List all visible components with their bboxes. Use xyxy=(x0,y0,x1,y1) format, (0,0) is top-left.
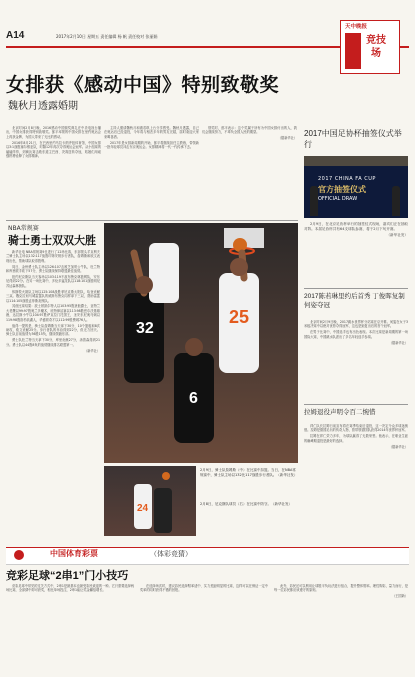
paragraph: 其他比赛结果：波士顿凯尔特人以103∶95胜犹他爵士，亚特兰大老鹰以99∶97胜奥兰多魔术，底特律活塞以113∶98胜密尔沃基雄鹿，达拉斯小牛以104∶97胜萨克拉门托国王，圣安东尼奥马刺以119∶98胜洛杉矶湖人，华盛顿奇才以112∶99胜费城76人。 xyxy=(6,304,100,322)
promo-photo xyxy=(304,156,408,218)
lottery-banner-title: 中国体育彩票 xyxy=(50,549,98,558)
lottery-body-col3 xyxy=(274,584,408,670)
paragraph: 在男子比赛中，中国选手也有出色表现。本次比赛是新周期的第一场国际大赛，中国跳水队派出了多名年轻选手参赛。 xyxy=(304,330,408,339)
newspaper-name: 天中晚报 xyxy=(345,24,368,30)
divider xyxy=(304,404,408,405)
jersey-number: 6 xyxy=(189,390,198,407)
lead-subtitle: 魏秋月透露婚期 xyxy=(8,101,78,112)
byline: （据新华社） xyxy=(388,444,408,449)
paragraph: 同日，金州勇士队主场以126∶107击败芝加哥公牛队，杜兰特和库里联手砍下57分，勇士队继续保持联盟最佳战绩。 xyxy=(6,264,100,274)
player-head xyxy=(230,258,248,276)
basketball xyxy=(162,472,170,480)
paragraph: 纽约尼克斯队当天客场以103∶119不敌布鲁克林篮网队，安东尼得到22分。在另一场比赛中，多伦多猛龙队以118∶101战胜明尼苏达森林狼队。 xyxy=(6,275,100,288)
paragraph: 北京时间2月8日晚，2016感动中国颁奖典礼在中央电视台播出，中国女排获得特别致敬奖。郎平率领的中国女排在里约奥运会上再获金牌，为国人带来了无比的感动。 xyxy=(6,126,101,139)
jersey-number: 32 xyxy=(136,320,154,337)
lottery-body-col2 xyxy=(140,584,268,670)
lottery-banner-sub: （体彩竞猜） xyxy=(150,550,192,558)
note-title: 拉姆退役声明令百二惋惜 xyxy=(304,409,376,416)
paragraph: 领奖时，郎平表示：这个奖属于所有为中国女排付出的人，我们会继续努力，不辜负全国人民的期望。 xyxy=(202,126,297,135)
basketball-scene-svg xyxy=(104,223,298,463)
nba-title: 骑士勇士双双大胜 xyxy=(8,235,96,247)
player-black-jersey xyxy=(154,488,172,533)
byline: （据新华社） xyxy=(277,136,297,141)
nba-body xyxy=(6,250,100,540)
banner-line: OFFICIAL DRAW xyxy=(318,196,358,202)
player-head xyxy=(185,338,203,356)
basketball xyxy=(233,238,247,252)
jersey-number: 25 xyxy=(229,307,250,327)
byline: （新华社发） xyxy=(386,233,408,238)
paragraph: 新华社电 NBA常规赛9日进行了12场比赛，东部领头羊克利夫兰骑士队主场以132∶117战胜印第安纳步行者队，詹姆斯和欧文表现出色，帮助球队取得胜利。 xyxy=(6,250,100,263)
player-black-jersey xyxy=(124,293,164,383)
byline: （新华社） xyxy=(84,348,100,353)
small-photo-svg xyxy=(104,466,196,536)
divider xyxy=(304,288,408,289)
paragraph: 休斯敦火箭队主场以125∶108战胜菲尼克斯太阳队，哈登贡献三双。俄克拉何马城雷霆队的威斯布鲁克同样拿下三双，帮助雷霆以114∶105战胜孟菲斯灰熊队。 xyxy=(6,289,100,303)
paragraph: 主持人邀请魏秋月和惠若琪上台分享感受。魏秋月透露，自己在奥运后已经退役，今年将与相恋多年的男友完婚，届时欢迎大家来喝喜酒。 xyxy=(104,126,199,139)
paragraph: 此外，彩民还可以利用让球胜平负玩法进行组合，提升整体赔率。理性购彩，量力而行，是每一位彩民都应该遵守的原则。 xyxy=(274,584,408,593)
paragraph: 2016年8月21日，在巴西里约马拉卡纳齐纽体育馆，中国女排以3∶1战胜塞尔维亚队，时隔12年再次夺得奥运会冠军。从小组赛的磕磕绊绊，到淘汰赛击败东道主巴西、决赛逆转夺冠，姑娘们用顽强拼搏诠释了女排精神。 xyxy=(6,140,101,158)
header-meta: 2017年2月10日 星期五 责任编辑 杨 帆 责任校对 张丽娟 xyxy=(56,34,158,39)
page-number: A14 xyxy=(6,30,25,41)
photo-light xyxy=(304,156,408,166)
lottery-headline: 竞彩足球“2串1”门小技巧 xyxy=(6,570,129,582)
paragraph: 拉姆在拜仁效力多年，为球队赢得了无数荣誉。他表示，在职业生涯的巅峰期退役是最好的选择。 xyxy=(304,434,408,443)
caption-text: 2月9日，在北京足协杯举行的抽签仪式现场，嘉宾们正在抽取对阵。本届足协杯共有64支球队参赛，将于2月下旬开赛。 xyxy=(304,222,408,231)
paragraph: 竞彩足球中常见的过关方式中，2串1是最基本也最受彩民欢迎的一种。它只需要选择两场比赛，全部猜中即可获奖，相比单场投注，2串1能让奖金翻倍增长。 xyxy=(6,584,134,593)
lead-title: 女排获《感动中国》特别致敬奖 xyxy=(6,75,280,96)
paragraph: 拜仁队长拉姆日前宣布将在赛季结束后退役，这一决定令众多球迷惋惜。拉姆是德国足坛的传奇人物，曾带领德国队获得2014年世界杯冠军。 xyxy=(304,424,408,433)
lead-body-col2 xyxy=(104,126,199,218)
paragraph: 勇士队杜兰特当天拿下30分，库里贡献27分，汤普森得到21分。勇士队以44胜8负的战绩继续排名联盟第一。 xyxy=(6,338,100,347)
basketball-photo xyxy=(104,223,298,463)
jersey-number: 24 xyxy=(137,503,149,514)
banner-line: 2017 CHINA FA CUP xyxy=(318,176,376,182)
person-figure xyxy=(392,186,400,216)
paragraph: 值得一提的是，骑士队詹姆斯当天拿下30分、10个篮板和8次助攻，欧文贡献25分。步行者队的乔治得到22分，但无力回天。骑士队目前战绩为36胜15负，继续领跑东部。 xyxy=(6,323,100,337)
paragraph: 北京时间2月9日晚，2017跳水世界杯分站赛在京开幕。何姿在女子3米板决赛中以绝对优势夺得冠军，这也是她复出后的首个冠军。 xyxy=(304,320,408,329)
paragraph: 在选择场次时，建议彩民选择赔率适中、实力差距明显的比赛，这样可以在保证一定中奖率的同时获得不错的回报。 xyxy=(140,584,268,593)
paragraph: 2017年是女排新周期的开始，郎平将继续担任主教练，带领新一批年轻球员冲击东京奥运会。女排精神将一代一代传承下去。 xyxy=(104,140,199,150)
note-body xyxy=(304,424,408,538)
divider xyxy=(6,220,298,221)
photo-caption: 2月8日，尼克斯队球员（右）在比赛中防守。（新华社发） xyxy=(200,502,292,506)
banner-line: 官方抽签仪式 xyxy=(318,185,366,194)
player-head xyxy=(135,276,153,294)
lottery-logo-icon xyxy=(14,550,24,560)
note-title: 2017陈若琳里约后首秀 丁俊晖复制 何姿夺冠 xyxy=(304,293,405,309)
note-body xyxy=(304,320,408,400)
section-logo-bar xyxy=(345,33,361,69)
promo-title: 2017中国足协杯抽签仪式举行 xyxy=(304,129,402,149)
section-name: 竞技场 xyxy=(366,35,386,59)
lead-body-col3 xyxy=(202,126,297,218)
nba-photo-small xyxy=(104,466,196,536)
lottery-body-col1 xyxy=(6,584,134,670)
lead-body-col1 xyxy=(6,126,101,218)
player-white-jersey xyxy=(149,243,179,303)
nba-tag: NBA常规赛 xyxy=(8,225,39,232)
person-figure xyxy=(310,186,318,216)
promo-caption xyxy=(304,222,408,286)
byline: （王国新） xyxy=(392,594,408,599)
byline: （据新华社） xyxy=(388,340,408,345)
photo-caption: 2月9日，骑士队詹姆斯（中）在比赛中扣篮。当日，在NBA常规赛中，骑士队主场以132比117战胜步行者队。（新华社发） xyxy=(200,468,298,477)
